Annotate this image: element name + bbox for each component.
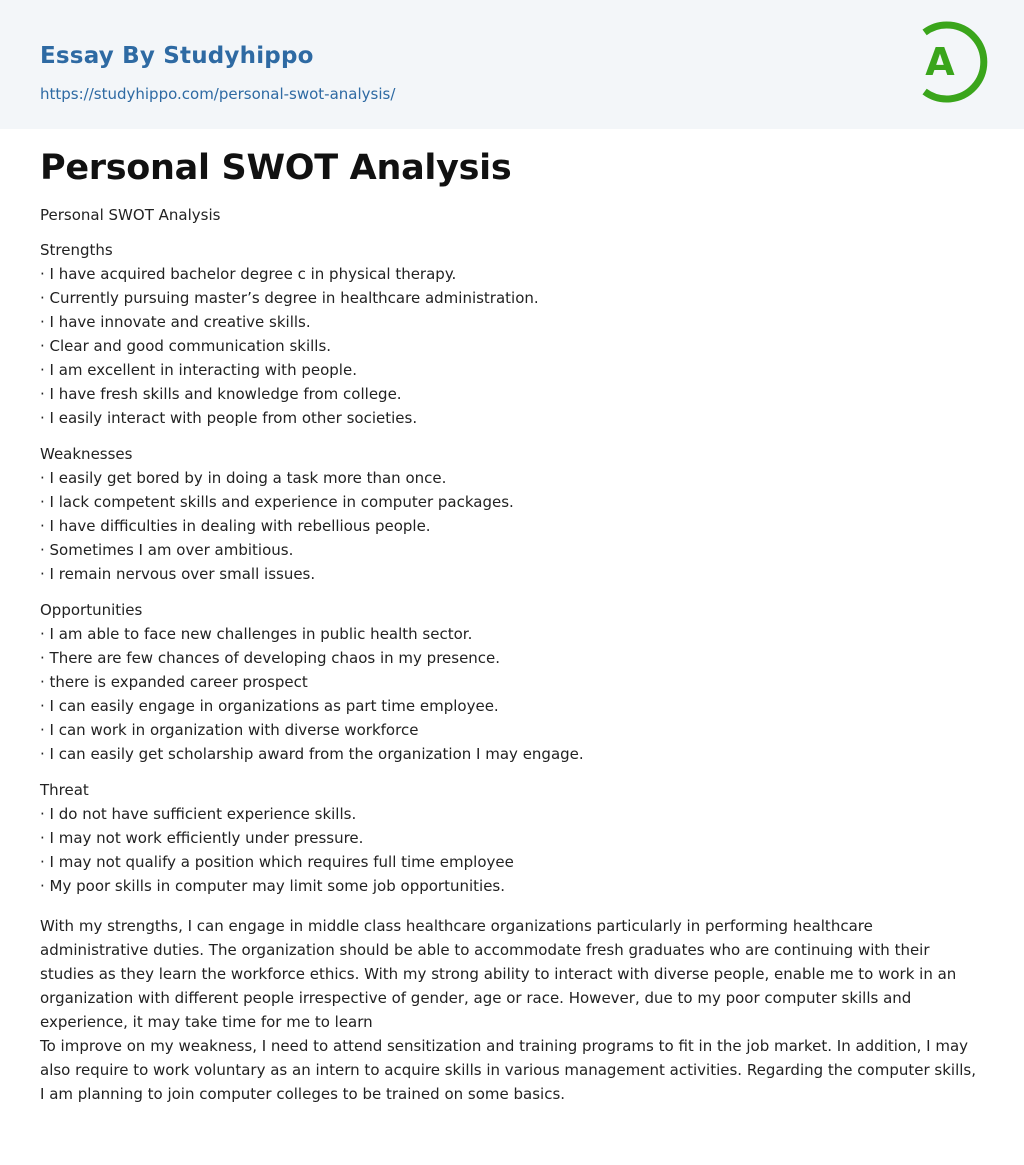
section-threat [40,778,984,898]
section-heading: Weaknesses [40,445,133,463]
list-item: · There are few chances of developing chaos in my presence. [40,649,501,667]
list-item: · I may not qualify a position which requires full time employee [40,853,514,871]
list-item: · I have fresh skills and knowledge from college. [40,385,402,403]
list-item: · I have innovate and creative skills. [40,313,311,331]
body-paragraph: To improve on my weakness, I need to attend sensitization and training programs to fit in the job market. In addition, I may also require to work voluntary as an intern to acquire skills in various management activities. Regarding the computer skills, I am planning to join computer colleges to be trained on some basics. [40,1037,976,1103]
list-item: · I can easily get scholarship award from the organization I may engage. [40,745,584,763]
list-item: · Sometimes I am over ambitious. [40,541,294,559]
section-opportunities [40,598,984,766]
section-strengths [40,238,984,430]
section-heading: Threat [40,781,89,799]
list-item: · I am able to face new challenges in public health sector. [40,625,473,643]
body-paragraph: With my strengths, I can engage in middle class healthcare organizations particularly in performing healthcare administrative duties. The organization should be able to accommodate fresh graduates who are continuing with their studies as they learn the workforce ethics. With my strong ability to interact with diverse people, enable me to work in an organization with different people irrespective of gender, age or race. However, due to my poor computer skills and experience, it may take time for me to learn [40,917,957,1031]
list-item: · My poor skills in computer may limit some job opportunities. [40,877,506,895]
list-item: · there is expanded career prospect [40,673,308,691]
list-item: · I easily interact with people from other societies. [40,409,418,427]
list-item: · I can easily engage in organizations as part time employee. [40,697,499,715]
essay-content [0,129,1024,1106]
essay-url-link[interactable]: https://studyhippo.com/personal-swot-analysis/ [40,85,396,103]
site-brand[interactable]: Essay By Studyhippo [40,43,314,69]
essay-subtitle: Personal SWOT Analysis [40,206,221,224]
list-item: · Clear and good communication skills. [40,337,332,355]
list-item: · I lack competent skills and experience in computer packages. [40,493,514,511]
list-item: · I do not have sufficient experience skills. [40,805,357,823]
list-item: · I easily get bored by in doing a task more than once. [40,469,447,487]
studyhippo-logo-icon[interactable] [912,18,988,106]
essay-body [40,914,984,1106]
list-item: · I remain nervous over small issues. [40,565,316,583]
list-item: · I am excellent in interacting with people. [40,361,357,379]
list-item: · Currently pursuing master’s degree in healthcare administration. [40,289,539,307]
list-item: · I have difficulties in dealing with rebellious people. [40,517,431,535]
page-title: Personal SWOT Analysis [40,148,512,188]
section-heading: Strengths [40,241,113,259]
site-header [0,0,1024,129]
list-item: · I may not work efficiently under pressure. [40,829,364,847]
list-item: · I can work in organization with diverse workforce [40,721,419,739]
section-heading: Opportunities [40,601,143,619]
list-item: · I have acquired bachelor degree c in physical therapy. [40,265,457,283]
section-weaknesses [40,442,984,586]
logo-letter: A [925,40,955,84]
